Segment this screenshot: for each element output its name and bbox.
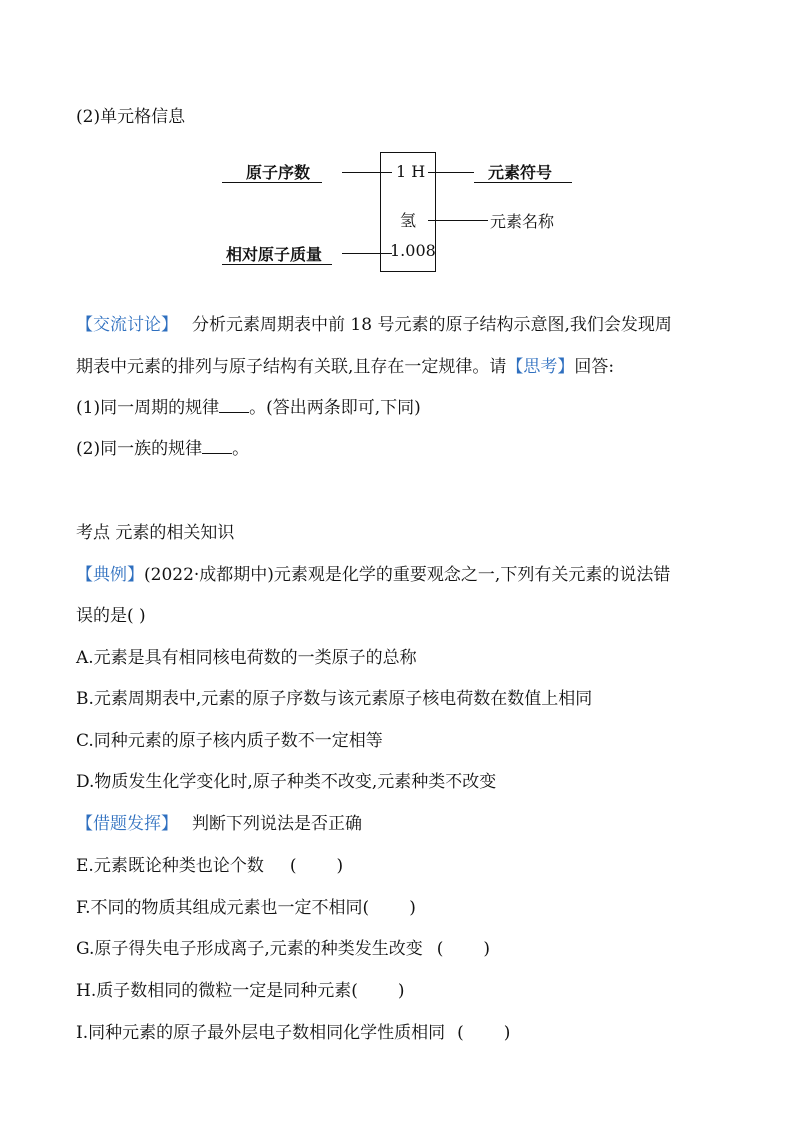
statement-f-text: F.不同的物质其组成元素也一定不相同( xyxy=(76,898,370,918)
example-text-1: (2022·成都期中)元素观是化学的重要观念之一,下列有关元素的说法错 xyxy=(144,565,671,585)
cell-element-name: 氢 xyxy=(400,211,417,230)
statement-i-text: I.同种元素的原子最外层电子数相同化学性质相同 xyxy=(76,1023,446,1043)
statement-g-close-paren: ) xyxy=(483,939,491,959)
statement-e-close-paren: ) xyxy=(336,856,344,876)
statement-f xyxy=(76,897,416,919)
discussion-text-2: 期表中元素的排列与原子结构有关联,且存在一定规律。请 xyxy=(76,357,507,377)
element-symbol-label: 元素符号 xyxy=(488,163,553,182)
question-2 xyxy=(76,438,249,460)
atomic-number-underline xyxy=(222,182,322,183)
statement-e-open-paren: ( xyxy=(289,856,297,876)
cell-number-symbol: 1 H xyxy=(396,162,426,181)
example-line-1 xyxy=(76,564,670,586)
cell-relative-mass: 1.008 xyxy=(390,241,436,260)
answer-blank-2[interactable] xyxy=(202,439,232,454)
question-1-note: 。(答出两条即可,下同) xyxy=(249,398,421,418)
statement-i xyxy=(76,1022,510,1044)
discussion-tag: 【交流讨论】 xyxy=(76,315,178,335)
practice-tag: 【借题发挥】 xyxy=(76,814,178,834)
option-d: D.物质发生化学变化时,原子种类不改变,元素种类不改变 xyxy=(76,772,497,792)
question-1 xyxy=(76,397,421,419)
element-name-label: 元素名称 xyxy=(490,212,555,231)
statement-h-close-paren: ) xyxy=(397,981,405,1001)
question-2-text: (2)同一族的规律 xyxy=(76,439,203,459)
option-a: A.元素是具有相同核电荷数的一类原子的总称 xyxy=(76,648,417,668)
discussion-text-1: 分析元素周期表中前 18 号元素的原子结构示意图,我们会发现周 xyxy=(192,315,672,335)
statement-g-open-paren: ( xyxy=(436,939,444,959)
element-cell-diagram xyxy=(222,148,582,278)
example-tag: 【典例】 xyxy=(76,565,144,585)
practice-intro: 判断下列说法是否正确 xyxy=(192,814,362,834)
discussion-line-1 xyxy=(76,314,672,336)
think-tag: 【思考】 xyxy=(506,357,575,377)
statement-f-close-paren: ) xyxy=(409,898,416,918)
answer-blank-1[interactable] xyxy=(219,398,249,413)
section-heading: (2)单元格信息 xyxy=(76,107,186,127)
question-1-text: (1)同一周期的规律 xyxy=(76,398,220,418)
discussion-answer-prompt: 回答: xyxy=(574,357,615,377)
question-2-end: 。 xyxy=(232,439,250,459)
statement-i-open-paren: ( xyxy=(457,1023,464,1043)
statement-g xyxy=(76,938,490,960)
statement-h-text: H.质子数相同的微粒一定是同种元素( xyxy=(76,981,358,1001)
option-b: B.元素周期表中,元素的原子序数与该元素原子核电荷数在数值上相同 xyxy=(76,689,593,709)
statement-h xyxy=(76,980,405,1002)
relative-mass-pointer xyxy=(342,253,392,254)
kaodian-heading: 考点 元素的相关知识 xyxy=(76,523,235,543)
symbol-pointer xyxy=(428,172,474,173)
relative-mass-underline xyxy=(222,264,332,265)
relative-mass-label: 相对原子质量 xyxy=(226,245,323,264)
statement-i-close-paren: ) xyxy=(503,1023,511,1043)
symbol-underline xyxy=(474,182,572,183)
discussion-line-2 xyxy=(76,356,614,378)
statement-e-text: E.元素既论种类也论个数 xyxy=(76,856,264,876)
statement-e xyxy=(76,855,343,877)
option-c: C.同种元素的原子核内质子数不一定相等 xyxy=(76,731,383,751)
statement-g-text: G.原子得失电子形成离子,元素的种类发生改变 xyxy=(76,939,423,959)
practice-heading xyxy=(76,813,362,835)
name-pointer xyxy=(428,220,488,221)
atomic-number-label: 原子序数 xyxy=(246,163,311,182)
example-line-2: 误的是( ) xyxy=(76,606,146,626)
